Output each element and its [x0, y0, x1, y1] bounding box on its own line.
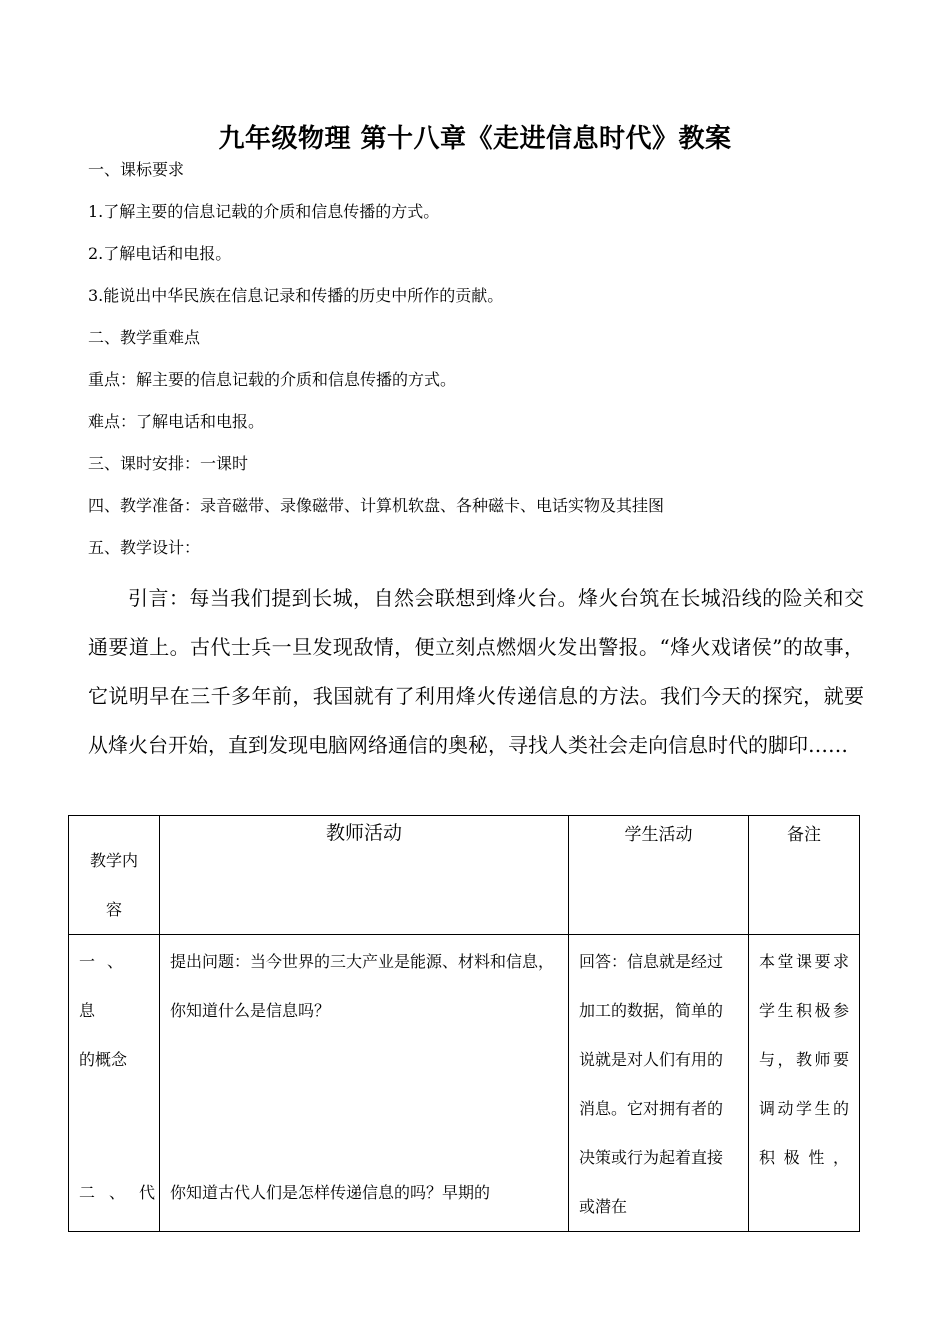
header-content-cell	[69, 816, 160, 935]
difficult-point: 难点：了解电话和电报。	[88, 412, 265, 431]
header-student-cell	[569, 816, 749, 935]
document-title: 九年级物理 第十八章《走进信息时代》教案	[218, 124, 732, 154]
content-label-2: 二、代	[79, 1183, 170, 1202]
header-content: 教学内容	[89, 851, 138, 919]
content-cell	[69, 935, 170, 1232]
notes-text: 本堂课要求学生积极参与，教师要调动学生的积极性，	[759, 952, 849, 1167]
notes-cell	[749, 935, 860, 1232]
student-answer: 回答：信息就是经过加工的数据，简单的说就是对人们有用的消息。它对拥有者的决策或行为起着直接或潜在	[579, 952, 724, 1216]
objective-1: 1.了解主要的信息记载的介质和信息传播的方式。	[88, 202, 440, 221]
section-3-schedule: 三、课时安排：一课时	[88, 454, 249, 473]
teacher-question-2: 你知道古代人们是怎样传递信息的吗？早期的	[170, 1183, 491, 1202]
header-teacher-cell	[160, 816, 569, 935]
content-label-1	[69, 935, 159, 1084]
objective-3: 3.能说出中华民族在信息记录和传播的历史中所作的贡献。	[88, 286, 504, 305]
content-line-a	[79, 937, 149, 1035]
objective-2: 2.了解电话和电报。	[88, 244, 232, 263]
teacher-question-1: 提出问题：当今世界的三大产业是能源、材料和信息，你知道什么是信息吗？	[170, 952, 555, 1020]
header-notes: 备注	[787, 825, 821, 845]
key-point: 重点：解主要的信息记载的介质和信息传播的方式。	[88, 370, 457, 389]
section-5-heading: 五、教学设计：	[88, 538, 201, 557]
header-student: 学生活动	[624, 825, 693, 845]
section-2-heading: 二、教学重难点	[88, 328, 201, 347]
content-line-b: 的概念	[79, 1050, 128, 1069]
section-4-materials: 四、教学准备：录音磁带、录像磁带、计算机软盘、各种磁卡、电话实物及其挂图	[88, 496, 665, 515]
teacher-cell	[160, 935, 569, 1232]
section-1-heading: 一、课标要求	[88, 160, 185, 179]
content-text-a: 一、息	[79, 952, 136, 1020]
table-row	[69, 935, 860, 1232]
intro-paragraph: 引言：每当我们提到长城，自然会联想到烽火台。烽火台筑在长城沿线的险关和交通要道上。古代士兵一旦发现敌情，便立刻点燃烟火发出警报。“烽火戏诸侯”的故事，它说明早在三千多年前，我国就有了利用烽火传递信息的方法。我们今天的探究，就要从烽火台开始，直到发现电脑网络通信的奥秘，寻找人类社会走向信息时代的脚印……	[88, 586, 864, 757]
student-cell	[569, 935, 749, 1232]
lesson-table	[68, 815, 860, 1232]
header-teacher: 教师活动	[325, 822, 402, 844]
table-header-row	[69, 816, 860, 935]
header-notes-cell	[749, 816, 860, 935]
